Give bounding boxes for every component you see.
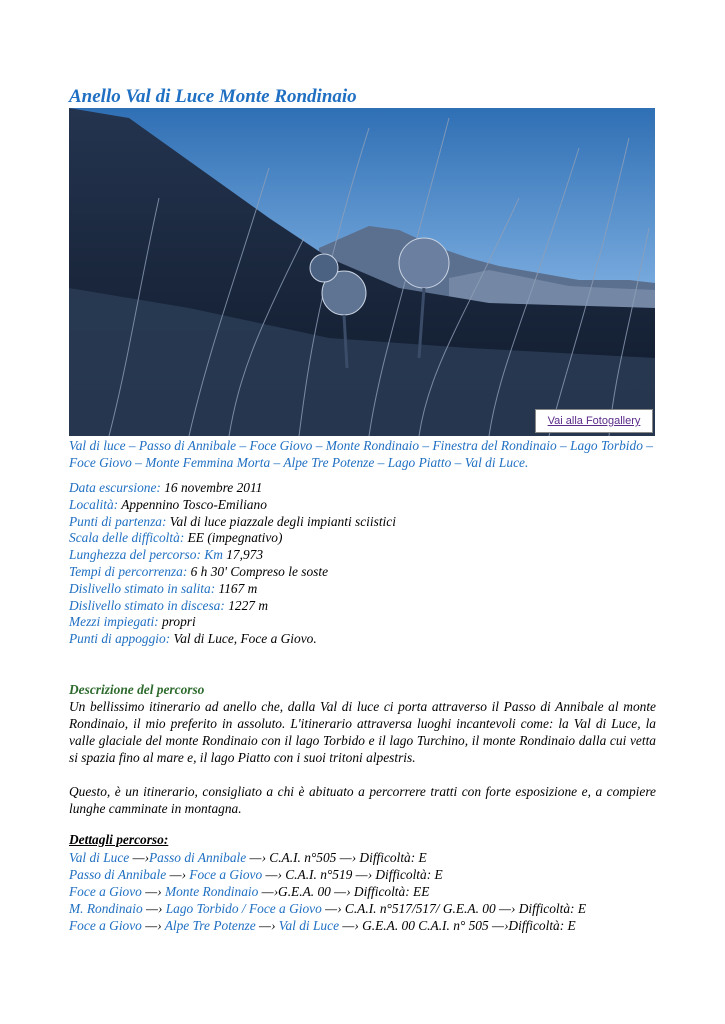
detail-label: Dislivello stimato in discesa: (69, 597, 225, 613)
detail-value: EE (impegnativo) (184, 530, 283, 546)
detail-row (69, 564, 396, 581)
path-segment-text: —› G.E.A. 00 C.A.I. n° 505 —›Difficoltà: E (339, 918, 576, 933)
path-row (69, 917, 586, 934)
detail-label: Località: (69, 496, 119, 512)
detail-row (69, 547, 396, 564)
detail-label: Tempi di percorrenza: (69, 563, 188, 579)
path-segment-text: —› C.A.I. n°505 —› Difficoltà: E (246, 850, 427, 865)
trip-details (69, 480, 396, 648)
path-segment-text: —› (166, 867, 186, 882)
route-summary: Val di luce – Passo di Annibale – Foce Giovo – Monte Rondinaio – Finestra del Rondinaio – Lago Torbido – Foce Giovo – Monte Femmina Morta – Alpe Tre Potenze – Lago Piatto – Val di Luce. (69, 438, 653, 470)
detail-value: 1227 m (224, 597, 268, 613)
path-row (69, 849, 586, 866)
detail-row (69, 497, 396, 514)
path-location: M. Rondinaio (69, 901, 143, 916)
path-location: Foce a Giovo (69, 884, 142, 899)
path-location: Lago Torbido / Foce a Giovo (162, 901, 322, 916)
path-segment-text: —›G.E.A. 00 —› Difficoltà: EE (258, 884, 430, 899)
detail-value: 17,973 (222, 547, 264, 563)
mountain-thistle-image (69, 108, 655, 436)
path-row (69, 883, 586, 900)
path-segment-text: —› C.A.I. n°517/517/ G.E.A. 00 —› Difficoltà: E (321, 901, 587, 916)
path-location: Val di Luce (278, 918, 340, 933)
detail-value: Val di luce piazzale degli impianti sciistici (166, 513, 396, 529)
detail-label: Lunghezza del percorso: Km (69, 547, 223, 563)
landscape-photo (69, 108, 655, 436)
path-segment-text: —› (255, 918, 279, 933)
detail-label: Data escursione: (69, 480, 161, 495)
detail-value: Appennino Tosco-Emiliano (118, 496, 267, 512)
detail-row (69, 598, 396, 615)
path-location: Val di Luce (69, 850, 130, 865)
detail-label: Punti di partenza: (69, 513, 167, 529)
description-paragraph: Questo, è un itinerario, consigliato a chi è abituato a percorrere tratti con forte esposizione e, a compiere lunghe camminate in montagna. (69, 784, 656, 816)
path-location: Passo di Annibale (69, 867, 167, 882)
detail-row (69, 631, 396, 648)
path-segment-text: —› (141, 884, 162, 899)
detail-row (69, 514, 396, 531)
detail-row (69, 614, 396, 631)
path-details-list (69, 849, 586, 934)
path-location: Foce a Giovo (185, 867, 263, 882)
detail-value: 16 novembre 2011 (160, 480, 263, 495)
detail-value: propri (158, 614, 196, 630)
description-paragraph: Un bellissimo itinerario ad anello che, dalla Val di luce ci porta attraverso il Passo di Annibale al monte Rondinaio, il mio preferito in assoluto. L'itinerario attraversa luoghi incantevoli come: la Val di Luce, la valle glaciale del monte Rondinaio con il lago Torbido e il lago Turchino, il monte Rondinaio dalla cui vetta si spazia fino al mare e, il lago Piatto con i suoi tritoni alpestris. (69, 699, 656, 765)
path-details-heading: Dettagli percorso: (69, 832, 169, 847)
path-segment-text: —› (142, 901, 163, 916)
path-segment-text: —› (129, 850, 149, 865)
detail-row (69, 480, 396, 497)
detail-value: 1167 m (215, 580, 258, 596)
detail-row (69, 530, 396, 547)
detail-value: Val di Luce, Foce a Giovo. (170, 631, 317, 647)
path-location: Foce a Giovo (69, 918, 142, 933)
description-body (69, 698, 656, 817)
detail-label: Dislivello stimato in salita: (69, 580, 216, 596)
fotogallery-link[interactable]: Vai alla Fotogallery (535, 409, 653, 433)
path-row (69, 866, 586, 883)
detail-row (69, 581, 396, 598)
detail-label: Punti di appoggio: (69, 631, 171, 647)
path-row (69, 900, 586, 917)
detail-label: Scala delle difficoltà: (69, 530, 185, 546)
path-segment-text: —› C.A.I. n°519 —› Difficoltà: E (262, 867, 443, 882)
description-heading: Descrizione del percorso (69, 682, 205, 697)
path-location: Passo di Annibale (148, 850, 247, 865)
path-location: Alpe Tre Potenze (161, 918, 256, 933)
path-segment-text: —› (141, 918, 162, 933)
page-title: Anello Val di Luce Monte Rondinaio (69, 86, 357, 107)
detail-value: 6 h 30' Compreso le soste (187, 563, 329, 579)
detail-label: Mezzi impiegati: (69, 614, 159, 630)
path-location: Monte Rondinaio (161, 884, 259, 899)
